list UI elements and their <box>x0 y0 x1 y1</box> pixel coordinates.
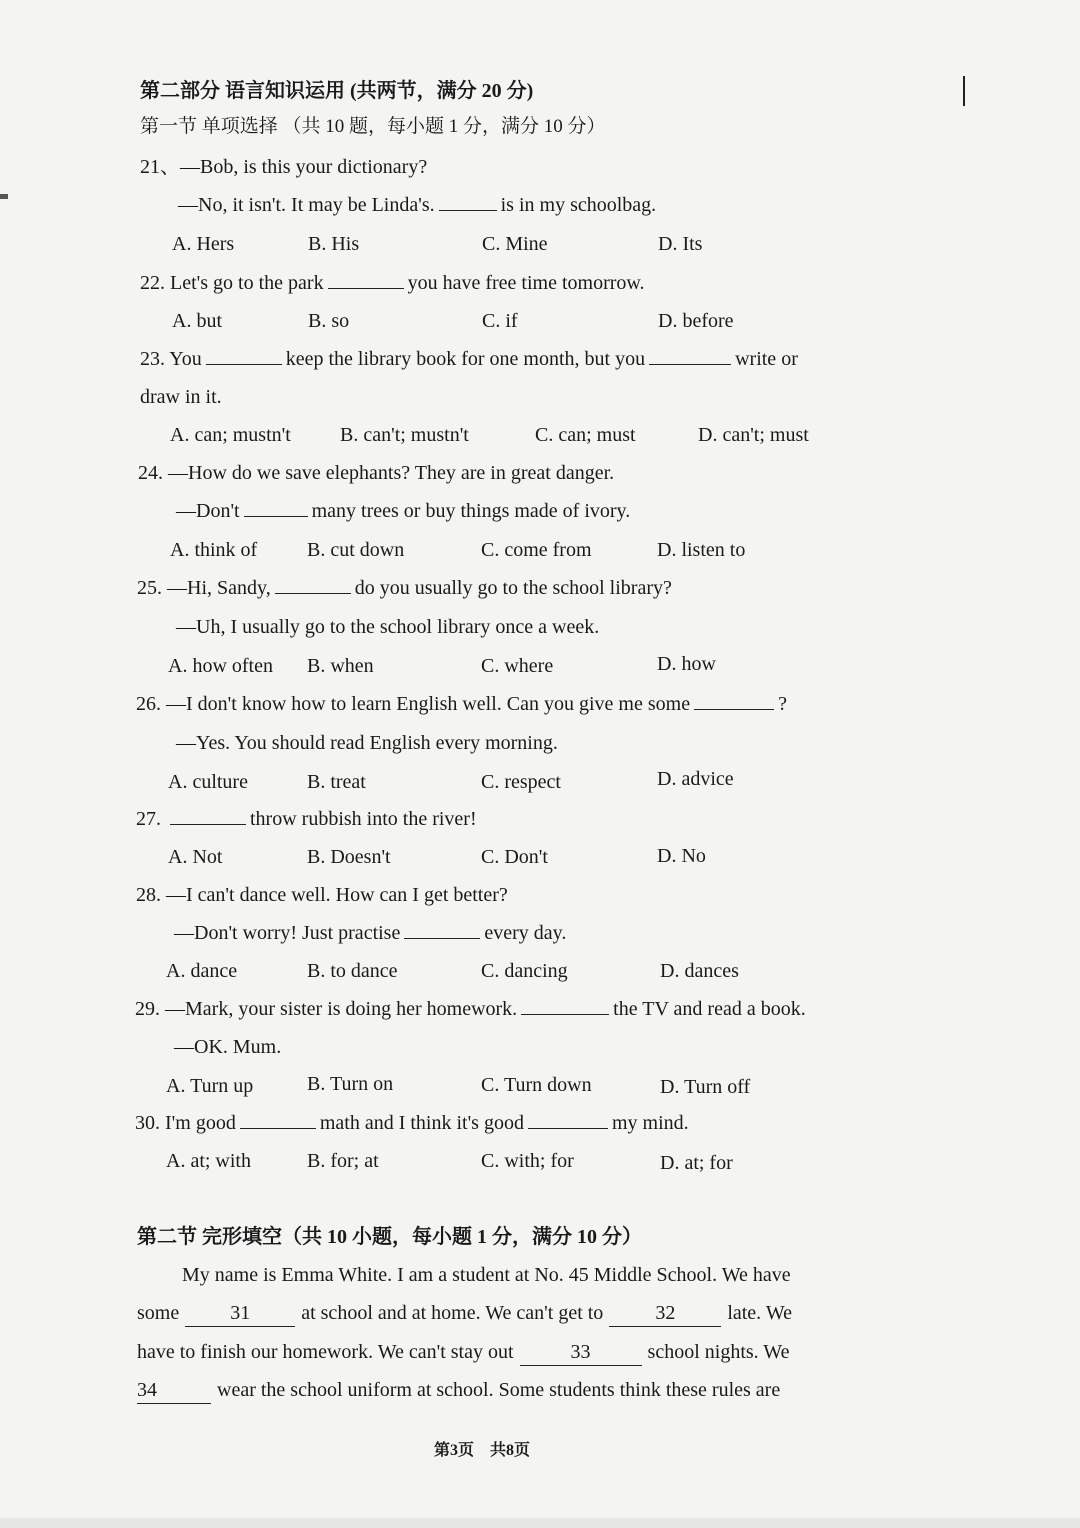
q29-line2: —OK. Mum. <box>174 1036 282 1058</box>
scan-mark-left <box>0 194 8 199</box>
q30-option-b: B. for; at <box>307 1150 379 1172</box>
q21-text: —Bob, is this your dictionary? <box>180 156 428 178</box>
q22-num: 22. <box>140 272 170 294</box>
cloze-blank-34: 34 <box>137 1377 211 1404</box>
q30-option-d: D. at; for <box>660 1152 733 1174</box>
q25-blank <box>275 575 351 594</box>
q25-text1b: do you usually go to the school library? <box>354 577 672 599</box>
q21-text2b: is in my schoolbag. <box>500 194 657 216</box>
q25-option-c: C. where <box>481 655 554 677</box>
q24-line2 <box>176 498 630 524</box>
q29-text1b: the TV and read a book. <box>613 998 806 1020</box>
q29-line1 <box>135 996 806 1022</box>
q26-option-b: B. treat <box>307 771 366 793</box>
q22-text1b: you have free time tomorrow. <box>407 272 645 294</box>
q26-option-a: A. culture <box>168 771 248 793</box>
q28-option-b: B. to dance <box>307 960 398 982</box>
q29-text1a: —Mark, your sister is doing her homework. <box>165 998 518 1020</box>
q25-option-b: B. when <box>307 655 374 677</box>
scan-mark <box>963 76 965 106</box>
q22-option-c: C. if <box>482 310 518 332</box>
cloze-line1: My name is Emma White. I am a student at No. 45 Middle School. We have <box>182 1264 791 1286</box>
q22-text1a: Let's go to the park <box>170 272 324 294</box>
q27-option-a: A. Not <box>168 846 223 868</box>
q27-text: throw rubbish into the river! <box>250 808 477 830</box>
cloze-blank-31: 31 <box>185 1300 295 1327</box>
q28-text: —I can't dance well. How can I get better? <box>166 884 508 906</box>
q23-blank2 <box>649 346 731 365</box>
q27-option-d: D. No <box>657 845 706 867</box>
section2-heading: 第二节 完形填空（共 10 小题，每小题 1 分，满分 10 分） <box>137 1226 642 1248</box>
q24-option-c: C. come from <box>481 539 592 561</box>
q25-num: 25. <box>137 577 167 599</box>
q23-option-a: A. can; mustn't <box>170 424 291 446</box>
q29-option-d: D. Turn off <box>660 1076 751 1098</box>
q25-text1a: —Hi, Sandy, <box>167 577 271 599</box>
q29-num: 29. <box>135 998 165 1020</box>
q30-num: 30. <box>135 1112 165 1134</box>
q28-line2 <box>174 920 566 946</box>
q29-option-a: A. Turn up <box>166 1075 254 1097</box>
q23-num: 23. <box>140 348 170 370</box>
q24-option-a: A. think of <box>170 539 258 561</box>
cloze-line3 <box>137 1339 789 1366</box>
q26-text1b: ? <box>778 693 787 715</box>
q30-line1 <box>135 1110 689 1136</box>
q23-option-d: D. can't; must <box>698 424 809 446</box>
q23-option-b: B. can't; mustn't <box>340 424 469 446</box>
q30-text1a: I'm good <box>165 1112 236 1134</box>
q28-num: 28. <box>136 884 166 906</box>
cloze-text3a: have to finish our homework. We can't stay out <box>137 1341 514 1363</box>
q28-text2a: —Don't worry! Just practise <box>174 922 401 944</box>
q23-text1b: keep the library book for one month, but you <box>285 348 646 370</box>
section1-heading: 第一节 单项选择 （共 10 题，每小题 1 分，满分 10 分） <box>140 116 606 137</box>
q24-text: —How do we save elephants? They are in great danger. <box>168 462 615 484</box>
cloze-text2b: at school and at home. We can't get to <box>301 1302 604 1324</box>
q24-blank <box>244 498 308 517</box>
q26-option-c: C. respect <box>481 771 561 793</box>
q29-option-c: C. Turn down <box>481 1074 592 1096</box>
q21-blank <box>439 192 497 211</box>
cloze-text2c: late. We <box>727 1302 792 1324</box>
q22-option-d: D. before <box>658 310 734 332</box>
q24-num: 24. <box>138 462 168 484</box>
q23-text1a: You <box>169 348 202 370</box>
cloze-line2 <box>137 1300 792 1327</box>
q28-option-c: C. dancing <box>481 960 568 982</box>
q28-option-a: A. dance <box>166 960 238 982</box>
q26-text1a: —I don't know how to learn English well. Can you give me some <box>166 693 691 715</box>
cloze-text2a: some <box>137 1302 180 1324</box>
q21-num: 21、 <box>140 156 180 178</box>
q23-line2: draw in it. <box>140 386 222 408</box>
q26-line2: —Yes. You should read English every morning. <box>176 732 558 754</box>
q23-option-c: C. can; must <box>535 424 636 446</box>
q23-line1 <box>140 346 798 372</box>
q25-option-d: D. how <box>657 653 716 675</box>
q21-option-b: B. His <box>308 233 360 255</box>
part-heading: 第二部分 语言知识运用 (共两节，满分 20 分) <box>140 80 534 102</box>
q23-text1c: write or <box>735 348 798 370</box>
cloze-line4 <box>137 1377 780 1404</box>
q27-option-b: B. Doesn't <box>307 846 391 868</box>
q30-option-c: C. with; for <box>481 1150 574 1172</box>
q21-line1 <box>140 154 427 180</box>
page-footer: 第3页 共8页 <box>434 1442 531 1459</box>
cloze-text4: wear the school uniform at school. Some students think these rules are <box>217 1379 781 1401</box>
q21-text2a: —No, it isn't. It may be Linda's. <box>178 194 435 216</box>
q29-blank <box>521 996 609 1015</box>
q30-text1c: my mind. <box>611 1112 689 1134</box>
q24-option-d: D. listen to <box>657 539 746 561</box>
q27-line1 <box>136 806 477 832</box>
q28-text2b: every day. <box>484 922 567 944</box>
q29-option-b: B. Turn on <box>307 1073 394 1095</box>
q26-option-d: D. advice <box>657 768 734 790</box>
q27-num: 27. <box>136 808 166 830</box>
q22-option-b: B. so <box>308 310 350 332</box>
q28-line1 <box>136 882 508 908</box>
q30-blank1 <box>240 1110 316 1129</box>
q30-text1b: math and I think it's good <box>319 1112 524 1134</box>
q26-line1 <box>136 691 787 717</box>
q24-text2a: —Don't <box>176 500 240 522</box>
q24-line1 <box>138 460 614 486</box>
q21-line2 <box>178 192 656 218</box>
q25-option-a: A. how often <box>168 655 273 677</box>
q28-option-d: D. dances <box>660 960 739 982</box>
cloze-blank-33: 33 <box>520 1339 642 1366</box>
q24-text2b: many trees or buy things made of ivory. <box>311 500 631 522</box>
q21-option-c: C. Mine <box>482 233 548 255</box>
q22-line1 <box>140 270 645 296</box>
cloze-text3b: school nights. We <box>647 1341 790 1363</box>
q30-option-a: A. at; with <box>166 1150 251 1172</box>
q26-blank <box>694 691 774 710</box>
q26-num: 26. <box>136 693 166 715</box>
q27-blank <box>170 806 246 825</box>
q25-line1 <box>137 575 672 601</box>
q30-blank2 <box>528 1110 608 1129</box>
page-edge <box>0 1518 1080 1528</box>
q22-blank <box>328 270 404 289</box>
q21-option-a: A. Hers <box>172 233 235 255</box>
q21-option-d: D. Its <box>658 233 703 255</box>
q25-line2: —Uh, I usually go to the school library once a week. <box>176 616 600 638</box>
q27-option-c: C. Don't <box>481 846 548 868</box>
q23-blank1 <box>206 346 282 365</box>
q24-option-b: B. cut down <box>307 539 405 561</box>
q22-option-a: A. but <box>172 310 222 332</box>
q28-blank <box>404 920 480 939</box>
cloze-blank-32: 32 <box>609 1300 721 1327</box>
